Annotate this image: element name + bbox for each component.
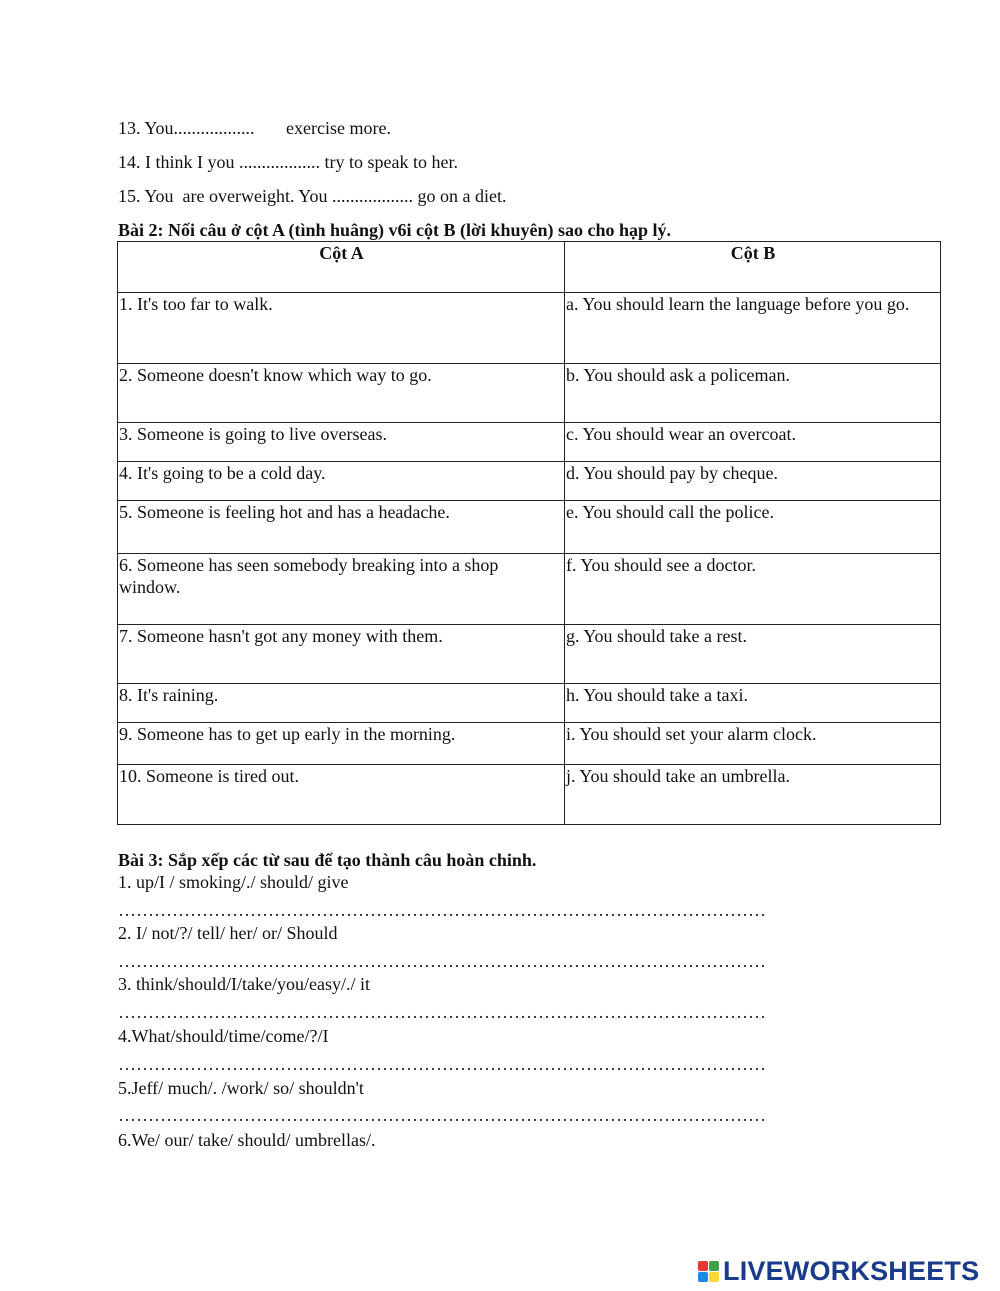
situation-cell: 5. Someone is feeling hot and has a headache. <box>118 501 565 554</box>
exercise-2-title: Bài 2: Nối câu ở cột A (tình huâng) v6i cột B (lời khuyên) sao cho hạp lý. <box>118 220 672 240</box>
logo-square-yellow <box>709 1272 719 1282</box>
table-row <box>118 293 941 364</box>
situation-cell: 4. It's going to be a cold day. <box>118 462 565 501</box>
matching-table <box>117 241 940 825</box>
table-row <box>118 423 941 462</box>
exercise-3-title: Bài 3: Sắp xếp các từ sau để tạo thành câu hoàn chinh. <box>118 850 537 870</box>
advice-cell: i. You should set your alarm clock. <box>565 723 941 765</box>
table-row <box>118 501 941 554</box>
exercise-1-item-15: 15. You are overweight. You .................. go on a diet. <box>118 186 507 206</box>
exercise-3-item-3: 3. think/should/I/take/you/easy/./ it <box>118 974 370 994</box>
logo-square-green <box>709 1261 719 1271</box>
advice-cell: g. You should take a rest. <box>565 625 941 684</box>
table-row <box>118 723 941 765</box>
advice-cell: f. You should see a doctor. <box>565 554 941 625</box>
answer-line-5[interactable]: ……………………………………………………………………………………………… <box>118 1105 766 1125</box>
answer-line-3[interactable]: ……………………………………………………………………………………………… <box>118 1002 766 1022</box>
exercise-1-item-14: 14. I think I you .................. try to speak to her. <box>118 152 458 172</box>
advice-cell: a. You should learn the language before you go. <box>565 293 941 364</box>
answer-line-4[interactable]: ……………………………………………………………………………………………… <box>118 1054 766 1074</box>
advice-cell: e. You should call the police. <box>565 501 941 554</box>
situation-cell: 7. Someone hasn't got any money with them. <box>118 625 565 684</box>
situation-cell: 9. Someone has to get up early in the morning. <box>118 723 565 765</box>
table-row <box>118 364 941 423</box>
column-a-header: Cột A <box>118 242 565 293</box>
logo-squares-icon <box>698 1261 719 1282</box>
logo-text: LIVEWORKSHEETS <box>723 1255 980 1286</box>
exercise-3-item-2: 2. I/ not/?/ tell/ her/ or/ Should <box>118 923 338 943</box>
situation-cell: 8. It's raining. <box>118 684 565 723</box>
table-row <box>118 554 941 625</box>
situation-cell: 3. Someone is going to live overseas. <box>118 423 565 462</box>
situation-cell: 2. Someone doesn't know which way to go. <box>118 364 565 423</box>
answer-line-2[interactable]: ……………………………………………………………………………………………… <box>118 951 766 971</box>
exercise-3-item-5: 5.Jeff/ much/. /work/ so/ shouldn't <box>118 1078 364 1098</box>
table-row <box>118 684 941 723</box>
situation-cell: 6. Someone has seen somebody breaking into a shop window. <box>118 554 565 625</box>
column-b-header: Cột B <box>565 242 941 293</box>
situation-cell: 10. Someone is tired out. <box>118 765 565 825</box>
advice-cell: b. You should ask a policeman. <box>565 364 941 423</box>
table-row <box>118 625 941 684</box>
table-row <box>118 765 941 825</box>
exercise-1-item-13: 13. You.................. exercise more. <box>118 118 391 138</box>
table-row <box>118 462 941 501</box>
advice-cell: d. You should pay by cheque. <box>565 462 941 501</box>
logo-square-red <box>698 1261 708 1271</box>
exercise-3-item-6: 6.We/ our/ take/ should/ umbrellas/. <box>118 1130 376 1150</box>
advice-cell: h. You should take a taxi. <box>565 684 941 723</box>
exercise-3-item-1: 1. up/I / smoking/./ should/ give <box>118 872 349 892</box>
exercise-3-item-4: 4.What/should/time/come/?/I <box>118 1026 329 1046</box>
advice-cell: c. You should wear an overcoat. <box>565 423 941 462</box>
logo-square-blue <box>698 1272 708 1282</box>
situation-cell: 1. It's too far to walk. <box>118 293 565 364</box>
liveworksheets-logo <box>698 1256 979 1286</box>
advice-cell: j. You should take an umbrella. <box>565 765 941 825</box>
answer-line-1[interactable]: ……………………………………………………………………………………………… <box>118 900 766 920</box>
